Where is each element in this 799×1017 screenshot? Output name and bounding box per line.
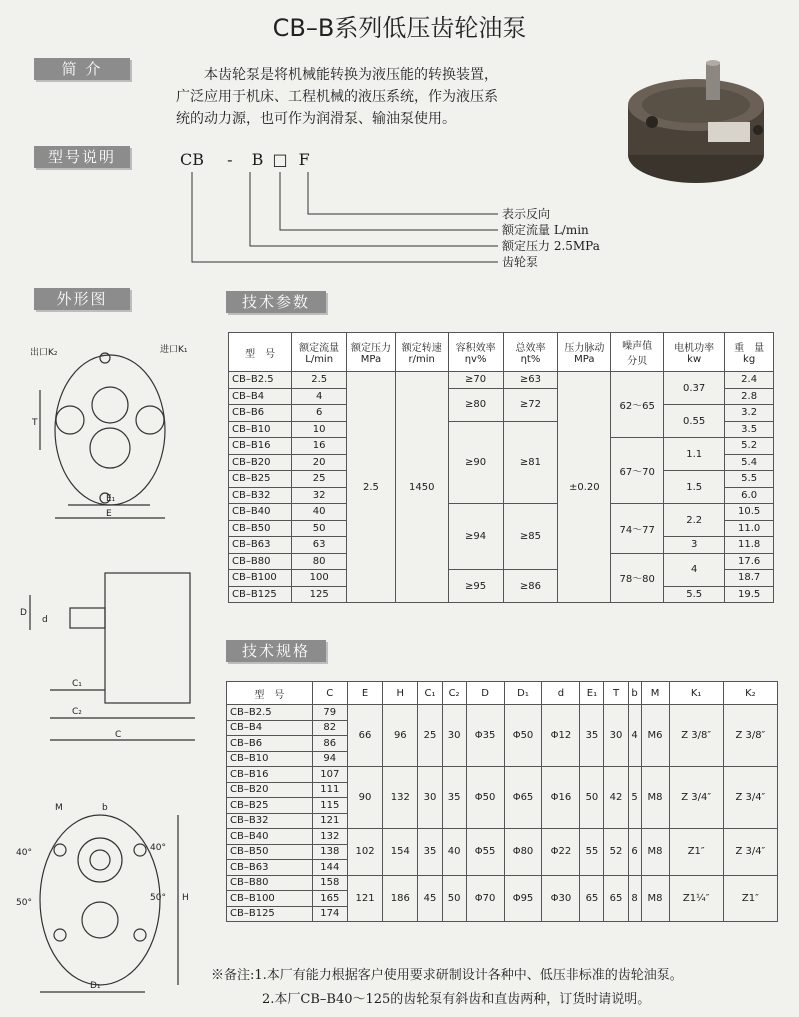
power-cell: 3 — [664, 537, 725, 554]
weight-cell: 19.5 — [725, 586, 774, 603]
weight-cell: 6.0 — [725, 487, 774, 504]
params-table — [228, 332, 774, 603]
dims-header-cell: D₁ — [504, 682, 542, 705]
dims-c-cell: 174 — [312, 906, 347, 922]
model-cell: CB–B63 — [229, 537, 292, 554]
dims-k1-cell: Z1″ — [669, 829, 723, 876]
model-cell: CB–B32 — [229, 487, 292, 504]
weight-cell: 17.6 — [725, 553, 774, 570]
dims-model-cell: CB–B80 — [227, 875, 313, 891]
dims-model-cell: CB–B6 — [227, 736, 313, 752]
label-H: H — [182, 893, 189, 903]
params-header-cell — [503, 333, 558, 372]
power-cell: 5.5 — [664, 586, 725, 603]
label-D1: D₁ — [90, 981, 101, 991]
dims-header-cell: K₁ — [669, 682, 723, 705]
dims-header-cell: H — [383, 682, 418, 705]
weight-cell: 3.5 — [725, 421, 774, 438]
speed-cell: 1450 — [395, 372, 448, 603]
note-1: ※备注:1.本厂有能力根据客户使用要求研制设计各种中、低压非标准的齿轮油泵。 — [211, 968, 683, 983]
model-cell: CB–B4 — [229, 388, 292, 405]
params-header-label: 容积效率 — [455, 343, 496, 354]
weight-cell: 5.5 — [725, 471, 774, 488]
dims-m-cell: M8 — [641, 875, 669, 922]
power-cell: 1.1 — [664, 438, 725, 471]
label-40-left: 40° — [16, 848, 32, 858]
params-header-unit: L/min — [305, 354, 334, 365]
dims-c-cell: 111 — [312, 782, 347, 798]
params-header-cell — [347, 333, 396, 372]
model-cell: CB–B25 — [229, 471, 292, 488]
dims-model-cell: CB–B2.5 — [227, 705, 313, 721]
dims-m-cell: M8 — [641, 829, 669, 876]
dims-k2-cell: Z 3/4″ — [723, 829, 777, 876]
total-eff-cell: ≥72 — [503, 388, 558, 421]
dims-k1-cell: Z1¼″ — [669, 875, 723, 922]
power-cell: 0.37 — [664, 372, 725, 405]
dims-model-cell: CB–B25 — [227, 798, 313, 814]
params-header-unit: MPa — [574, 354, 595, 365]
model-cell: CB–B20 — [229, 454, 292, 471]
flow-cell: 100 — [292, 570, 347, 587]
outline-drawings — [10, 330, 215, 1000]
dims-k2-cell: Z 3/4″ — [723, 767, 777, 829]
dims-header-cell: C₂ — [442, 682, 466, 705]
vol-eff-cell: ≥94 — [448, 504, 503, 570]
params-header-unit: MPa — [360, 354, 382, 365]
model-code-leaders — [180, 170, 510, 270]
model-cell: CB–B100 — [229, 570, 292, 587]
code-box: □ — [272, 150, 288, 169]
dims-e-cell: 66 — [347, 705, 382, 767]
weight-cell: 18.7 — [725, 570, 774, 587]
dims-header-cell: E — [347, 682, 382, 705]
label-C1: C₁ — [72, 679, 82, 689]
model-cell: CB–B80 — [229, 553, 292, 570]
weight-cell: 5.4 — [725, 454, 774, 471]
dims-model-cell: CB–B100 — [227, 891, 313, 907]
dims-model-cell: CB–B20 — [227, 782, 313, 798]
dims-model-cell: CB–B16 — [227, 767, 313, 783]
dims-d1-cell: Φ50 — [504, 705, 542, 767]
dims-t-cell: 42 — [604, 767, 628, 829]
dims-c2-cell: 35 — [442, 767, 466, 829]
section-intro: 简 介 — [34, 58, 130, 80]
label-C: C — [115, 730, 122, 740]
dims-c-cell: 138 — [312, 844, 347, 860]
dims-header-cell: b — [628, 682, 641, 705]
flow-cell: 63 — [292, 537, 347, 554]
params-header-label: 额定流量 — [299, 343, 340, 354]
power-cell: 2.2 — [664, 504, 725, 537]
total-eff-cell: ≥63 — [503, 372, 558, 389]
params-header-label: 电机功率 — [674, 343, 715, 354]
params-header-cell — [395, 333, 448, 372]
dims-model-cell: CB–B50 — [227, 844, 313, 860]
dims-row — [227, 829, 778, 845]
dims-d-cell: Φ35 — [466, 705, 504, 767]
weight-cell: 11.8 — [725, 537, 774, 554]
dims-header-cell: E₁ — [580, 682, 604, 705]
dims-k2-cell: Z1″ — [723, 875, 777, 922]
front-outline — [55, 355, 165, 505]
legend-pressure: 额定压力 2.5MPa — [502, 239, 600, 253]
label-C2: C₂ — [72, 707, 82, 717]
params-row — [229, 504, 774, 521]
dims-c-cell: 121 — [312, 813, 347, 829]
dims-d1-cell: Φ95 — [504, 875, 542, 922]
vol-eff-cell: ≥70 — [448, 372, 503, 389]
dims-b-cell: 4 — [628, 705, 641, 767]
dims-header-cell: D — [466, 682, 504, 705]
params-header-label: 噪声值 — [622, 341, 653, 352]
dims-row — [227, 875, 778, 891]
dims-d-cell: Φ16 — [542, 767, 580, 829]
dims-d1-cell: Φ80 — [504, 829, 542, 876]
dims-c-cell: 158 — [312, 875, 347, 891]
dims-h-cell: 96 — [383, 705, 418, 767]
params-header-cell — [558, 333, 611, 372]
dims-h-cell: 132 — [383, 767, 418, 829]
flow-cell: 40 — [292, 504, 347, 521]
dims-c-cell: 165 — [312, 891, 347, 907]
flow-cell: 10 — [292, 421, 347, 438]
model-cell: CB–B2.5 — [229, 372, 292, 389]
dims-model-cell: CB–B10 — [227, 751, 313, 767]
dims-e-cell: 90 — [347, 767, 382, 829]
dims-b-cell: 5 — [628, 767, 641, 829]
params-header-label: 压力脉动 — [564, 343, 605, 354]
section-params: 技术参数 — [226, 291, 326, 313]
params-header-cell — [611, 333, 664, 372]
dims-e-cell: 102 — [347, 829, 382, 876]
model-cell: CB–B125 — [229, 586, 292, 603]
label-D: D — [20, 608, 27, 618]
flow-cell: 6 — [292, 405, 347, 422]
pulse-cell: ±0.20 — [558, 372, 611, 603]
params-header-unit: kw — [687, 354, 702, 365]
dims-k2-cell: Z 3/8″ — [723, 705, 777, 767]
dims-row — [227, 767, 778, 783]
label-in-port: 进口K₁ — [160, 345, 188, 355]
dims-d-cell: Φ50 — [466, 767, 504, 829]
dims-b-cell: 6 — [628, 829, 641, 876]
dims-c1-cell: 45 — [418, 875, 442, 922]
model-code — [180, 150, 310, 169]
label-out-port: 出口K₂ — [30, 348, 58, 358]
dims-t-cell: 52 — [604, 829, 628, 876]
dims-t-cell: 30 — [604, 705, 628, 767]
params-header-cell — [229, 333, 292, 372]
dims-d-cell: Φ12 — [542, 705, 580, 767]
intro-line: 本齿轮泵是将机械能转换为液压能的转换装置， — [204, 67, 498, 83]
dims-d-cell: Φ70 — [466, 875, 504, 922]
params-header-unit: ηt% — [520, 354, 541, 365]
params-header-cell — [448, 333, 503, 372]
dims-h-cell: 186 — [383, 875, 418, 922]
dims-m-cell: M8 — [641, 767, 669, 829]
dims-h-cell: 154 — [383, 829, 418, 876]
dims-model-cell: CB–B40 — [227, 829, 313, 845]
page-title: CB–B系列低压齿轮油泵 — [272, 14, 527, 42]
intro-line: 统的动力源，也可作为润滑泵、输油泵使用。 — [176, 111, 456, 127]
dims-b-cell: 8 — [628, 875, 641, 922]
dims-header-cell: T — [604, 682, 628, 705]
legend-gear-pump: 齿轮泵 — [502, 255, 539, 269]
dims-c2-cell: 30 — [442, 705, 466, 767]
dims-row — [227, 705, 778, 721]
dims-k1-cell: Z 3/8″ — [669, 705, 723, 767]
label-b: b — [102, 803, 108, 813]
dims-e-cell: 121 — [347, 875, 382, 922]
dims-d-cell: Φ22 — [542, 829, 580, 876]
vol-eff-cell: ≥95 — [448, 570, 503, 603]
params-header-label: 总效率 — [515, 343, 546, 354]
params-row — [229, 372, 774, 389]
dims-header-cell: C₁ — [418, 682, 442, 705]
weight-cell: 2.4 — [725, 372, 774, 389]
total-eff-cell: ≥81 — [503, 421, 558, 504]
dims-model-cell: CB–B63 — [227, 860, 313, 876]
weight-cell: 2.8 — [725, 388, 774, 405]
dims-k1-cell: Z 3/4″ — [669, 767, 723, 829]
dims-c-cell: 94 — [312, 751, 347, 767]
dims-model-cell: CB–B32 — [227, 813, 313, 829]
dims-header-cell: K₂ — [723, 682, 777, 705]
dims-c-cell: 132 — [312, 829, 347, 845]
params-header-label: 型 号 — [245, 348, 276, 360]
code-dash: - — [227, 150, 233, 169]
total-eff-cell: ≥85 — [503, 504, 558, 570]
label-50-right: 50° — [150, 893, 166, 903]
flow-cell: 80 — [292, 553, 347, 570]
label-E1: E₁ — [106, 494, 116, 504]
model-cell: CB–B16 — [229, 438, 292, 455]
pressure-cell: 2.5 — [347, 372, 396, 603]
dims-e1-cell: 35 — [580, 705, 604, 767]
dims-t-cell: 65 — [604, 875, 628, 922]
dims-e1-cell: 50 — [580, 767, 604, 829]
dims-header-cell: M — [641, 682, 669, 705]
weight-cell: 5.2 — [725, 438, 774, 455]
intro-line: 广泛应用于机床、工程机械的液压系统，作为液压系 — [176, 89, 498, 105]
dims-model-cell: CB–B4 — [227, 720, 313, 736]
intro-text — [176, 64, 576, 130]
dims-d-cell: Φ55 — [466, 829, 504, 876]
dims-header-cell: C — [312, 682, 347, 705]
params-header-cell — [292, 333, 347, 372]
dims-c-cell: 79 — [312, 705, 347, 721]
flow-cell: 125 — [292, 586, 347, 603]
model-cell: CB–B10 — [229, 421, 292, 438]
flow-cell: 4 — [292, 388, 347, 405]
params-header-unit: 分贝 — [627, 356, 648, 367]
model-cell: CB–B40 — [229, 504, 292, 521]
legend-reverse: 表示反向 — [502, 207, 551, 221]
params-header-label: 额定压力 — [350, 343, 391, 354]
note-2: 2.本厂CB–B40～125的齿轮泵有斜齿和直齿两种，订货时请说明。 — [262, 992, 651, 1007]
dims-c-cell: 115 — [312, 798, 347, 814]
params-header-cell — [725, 333, 774, 372]
pump-photo — [618, 60, 778, 190]
dims-header-row — [227, 682, 778, 705]
noise-cell: 62～65 — [611, 372, 664, 438]
params-header-label: 重 量 — [734, 343, 765, 354]
power-cell: 1.5 — [664, 471, 725, 504]
params-header-unit: r/min — [408, 354, 435, 365]
code-cb: CB — [180, 150, 204, 169]
dims-c1-cell: 35 — [418, 829, 442, 876]
flow-cell: 20 — [292, 454, 347, 471]
flow-cell: 2.5 — [292, 372, 347, 389]
label-E: E — [106, 509, 112, 519]
dims-c2-cell: 40 — [442, 829, 466, 876]
noise-cell: 78～80 — [611, 553, 664, 603]
weight-cell: 10.5 — [725, 504, 774, 521]
dims-c1-cell: 30 — [418, 767, 442, 829]
section-model: 型号说明 — [34, 146, 130, 168]
section-dims: 技术规格 — [226, 640, 326, 662]
params-header-cell — [664, 333, 725, 372]
noise-cell: 74～77 — [611, 504, 664, 554]
params-header-row — [229, 333, 774, 372]
label-40-right: 40° — [150, 843, 166, 853]
dims-table — [226, 681, 778, 922]
model-cell: CB–B50 — [229, 520, 292, 537]
model-cell: CB–B6 — [229, 405, 292, 422]
dims-e1-cell: 55 — [580, 829, 604, 876]
dims-c-cell: 82 — [312, 720, 347, 736]
dims-model-cell: CB–B125 — [227, 906, 313, 922]
code-f: F — [298, 150, 310, 169]
dims-header-cell: 型 号 — [227, 682, 313, 705]
dims-m-cell: M6 — [641, 705, 669, 767]
power-cell: 4 — [664, 553, 725, 586]
power-cell: 0.55 — [664, 405, 725, 438]
params-header-unit: kg — [743, 354, 756, 365]
dims-d-cell: Φ30 — [542, 875, 580, 922]
dims-c2-cell: 50 — [442, 875, 466, 922]
vol-eff-cell: ≥80 — [448, 388, 503, 421]
dims-d1-cell: Φ65 — [504, 767, 542, 829]
flow-cell: 16 — [292, 438, 347, 455]
dims-c-cell: 144 — [312, 860, 347, 876]
dims-c-cell: 86 — [312, 736, 347, 752]
vol-eff-cell: ≥90 — [448, 421, 503, 504]
section-outline: 外形图 — [34, 288, 130, 310]
legend-flow: 额定流量 L/min — [502, 223, 589, 237]
dims-e1-cell: 65 — [580, 875, 604, 922]
weight-cell: 11.0 — [725, 520, 774, 537]
label-T: T — [32, 418, 38, 428]
flow-cell: 50 — [292, 520, 347, 537]
label-50-left: 50° — [16, 898, 32, 908]
label-M: M — [55, 803, 63, 813]
total-eff-cell: ≥86 — [503, 570, 558, 603]
noise-cell: 67～70 — [611, 438, 664, 504]
dims-c-cell: 107 — [312, 767, 347, 783]
label-d: d — [42, 615, 48, 625]
flow-cell: 25 — [292, 471, 347, 488]
weight-cell: 3.2 — [725, 405, 774, 422]
dims-header-cell: d — [542, 682, 580, 705]
dims-c1-cell: 25 — [418, 705, 442, 767]
code-b: B — [251, 150, 264, 169]
flow-cell: 32 — [292, 487, 347, 504]
params-header-label: 额定转速 — [401, 343, 442, 354]
params-header-unit: ηv% — [464, 354, 487, 365]
